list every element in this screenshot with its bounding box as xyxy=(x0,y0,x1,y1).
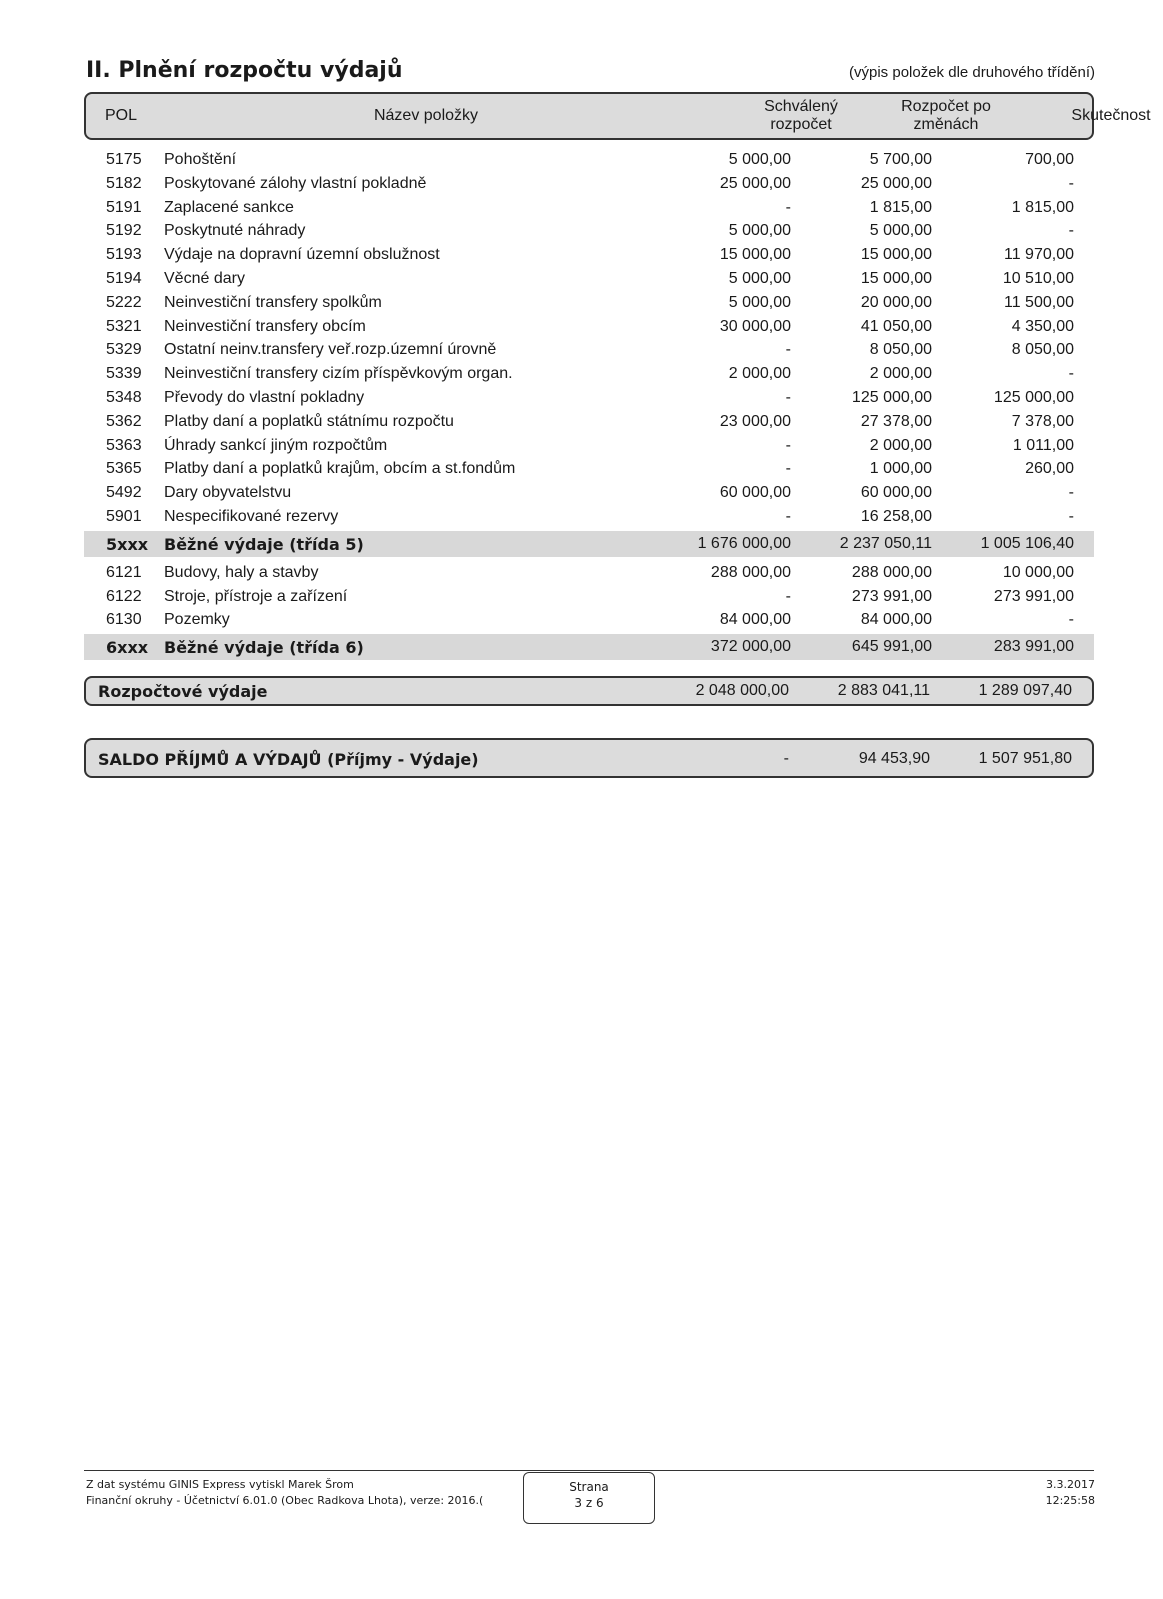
row-schvaleny: - xyxy=(785,507,791,525)
row-skutecnost: 700,00 xyxy=(1025,151,1074,168)
row-pol: 5321 xyxy=(106,317,142,335)
row-name: Pozemky xyxy=(164,611,230,629)
row-skutecnost: - xyxy=(1068,484,1074,502)
footer-line2: Finanční okruhy - Účetnictví 6.01.0 (Obec Radkova Lhota), verze: 2016.( xyxy=(86,1494,484,1507)
row-schvaleny: 30 000,00 xyxy=(719,317,791,335)
sum-row-class5 xyxy=(84,531,1094,557)
page-number-box xyxy=(523,1472,655,1524)
row-skutecnost: 260,00 xyxy=(1025,460,1074,478)
table-row xyxy=(84,196,1094,220)
row-rozpocet-po: 125 000,00 xyxy=(851,388,932,406)
row-pol: 5363 xyxy=(106,436,142,454)
row-name: Neinvestiční transfery obcím xyxy=(164,317,366,335)
row-name: Budovy, haly a stavby xyxy=(164,563,319,581)
row-rozpocet-po: 273 991,00 xyxy=(851,587,932,605)
row-pol: 5222 xyxy=(106,293,142,311)
row-rozpocet-po: 5 700,00 xyxy=(869,151,932,168)
table-row xyxy=(84,267,1094,291)
table-row xyxy=(84,410,1094,434)
row-name: Zaplacené sankce xyxy=(164,198,294,216)
row-name: Úhrady sankcí jiným rozpočtům xyxy=(164,436,388,454)
row-skutecnost: 125 000,00 xyxy=(993,388,1074,406)
saldo-name: SALDO PŘÍJMŮ A VÝDAJŮ (Příjmy - Výdaje) xyxy=(98,750,479,769)
sum5-pol: 5xxx xyxy=(106,534,149,554)
row-pol: 5362 xyxy=(106,412,142,430)
row-schvaleny: 5 000,00 xyxy=(728,293,791,311)
row-rozpocet-po: 60 000,00 xyxy=(860,484,932,502)
table-row xyxy=(84,561,1094,585)
row-schvaleny: - xyxy=(785,436,791,454)
row-pol: 5193 xyxy=(106,246,142,264)
row-rozpocet-po: 2 000,00 xyxy=(869,436,932,454)
row-name: Výdaje na dopravní územní obslužnost xyxy=(164,246,440,264)
table-row xyxy=(84,585,1094,609)
table-row xyxy=(84,481,1094,505)
row-name: Převody do vlastní pokladny xyxy=(164,388,365,406)
row-schvaleny: 5 000,00 xyxy=(728,151,791,168)
row-schvaleny: 5 000,00 xyxy=(728,222,791,240)
row-skutecnost: - xyxy=(1068,174,1074,192)
table-row xyxy=(84,315,1094,339)
class6-rows xyxy=(84,561,1094,632)
row-rozpocet-po: 288 000,00 xyxy=(851,563,932,581)
table-row xyxy=(84,148,1094,172)
row-skutecnost: 7 378,00 xyxy=(1011,412,1074,430)
row-pol: 5182 xyxy=(106,174,142,192)
row-schvaleny: - xyxy=(785,388,791,406)
row-skutecnost: - xyxy=(1068,222,1074,240)
row-name: Neinvestiční transfery cizím příspěvkovým organ. xyxy=(164,365,513,383)
row-pol: 5194 xyxy=(106,269,142,287)
table-row xyxy=(84,505,1094,529)
row-rozpocet-po: 15 000,00 xyxy=(860,246,932,264)
sum5-schvaleny: 1 676 000,00 xyxy=(697,534,791,552)
row-rozpocet-po: 20 000,00 xyxy=(860,293,932,311)
row-skutecnost: 4 350,00 xyxy=(1011,317,1074,335)
table-row xyxy=(84,219,1094,243)
table-row xyxy=(84,608,1094,632)
row-skutecnost: - xyxy=(1068,611,1074,629)
row-rozpocet-po: 25 000,00 xyxy=(860,174,932,192)
table-row xyxy=(84,386,1094,410)
total-schvaleny: 2 048 000,00 xyxy=(695,682,789,699)
header-name: Název položky xyxy=(373,107,479,124)
sum5-skutecnost: 1 005 106,40 xyxy=(980,534,1074,552)
row-name: Ostatní neinv.transfery veř.rozp.územní úrovně xyxy=(164,341,497,359)
row-skutecnost: 1 815,00 xyxy=(1011,198,1074,216)
row-skutecnost: - xyxy=(1068,365,1074,383)
row-rozpocet-po: 1 815,00 xyxy=(869,198,932,216)
row-skutecnost: 8 050,00 xyxy=(1011,341,1074,359)
row-pol: 5191 xyxy=(106,198,142,216)
sum6-rozpocet-po: 645 991,00 xyxy=(851,638,932,656)
row-schvaleny: 15 000,00 xyxy=(719,246,791,264)
row-schvaleny: 25 000,00 xyxy=(719,174,791,192)
row-pol: 5365 xyxy=(106,460,142,478)
row-rozpocet-po: 16 258,00 xyxy=(860,507,932,525)
row-schvaleny: - xyxy=(785,341,791,359)
total-rozpocet-po: 2 883 041,11 xyxy=(837,682,930,699)
row-name: Pohoštění xyxy=(164,151,237,168)
row-skutecnost: 10 510,00 xyxy=(1002,269,1074,287)
row-rozpocet-po: 84 000,00 xyxy=(860,611,932,629)
row-rozpocet-po: 15 000,00 xyxy=(860,269,932,287)
saldo-rozpocet-po: 94 453,90 xyxy=(858,750,930,767)
row-name: Poskytnuté náhrady xyxy=(164,222,306,240)
footer-source xyxy=(86,1477,483,1509)
row-skutecnost: 10 000,00 xyxy=(1002,563,1074,581)
row-name: Poskytované zálohy vlastní pokladně xyxy=(164,174,427,192)
row-pol: 5175 xyxy=(106,151,142,168)
row-skutecnost: - xyxy=(1068,507,1074,525)
table-header xyxy=(84,92,1151,140)
page-label: Strana xyxy=(569,1480,609,1494)
sum5-name: Běžné výdaje (třída 5) xyxy=(164,534,364,554)
table-row xyxy=(84,338,1094,362)
row-pol: 5339 xyxy=(106,365,142,383)
row-rozpocet-po: 27 378,00 xyxy=(860,412,932,430)
sum6-name: Běžné výdaje (třída 6) xyxy=(164,638,364,658)
sum6-schvaleny: 372 000,00 xyxy=(710,638,791,656)
page-subtitle: (výpis položek dle druhového třídění) xyxy=(849,64,1095,81)
sum-row-class6 xyxy=(84,634,1094,660)
row-schvaleny: 5 000,00 xyxy=(728,269,791,287)
row-schvaleny: 84 000,00 xyxy=(719,611,791,629)
row-skutecnost: 1 011,00 xyxy=(1012,436,1074,454)
table-row xyxy=(84,291,1094,315)
row-skutecnost: 273 991,00 xyxy=(993,587,1074,605)
row-schvaleny: 23 000,00 xyxy=(719,412,791,430)
row-schvaleny: 60 000,00 xyxy=(719,484,791,502)
header-rozpocet-po: Rozpočet po změnách xyxy=(901,98,991,133)
class5-rows xyxy=(84,148,1094,529)
header-pol: POL xyxy=(104,107,137,124)
row-name: Neinvestiční transfery spolkům xyxy=(164,293,382,311)
table-row xyxy=(84,457,1094,481)
row-pol: 5192 xyxy=(106,222,142,240)
total-skutecnost: 1 289 097,40 xyxy=(978,682,1072,699)
row-pol: 6121 xyxy=(106,563,142,581)
saldo-schvaleny: - xyxy=(783,750,789,767)
table-row xyxy=(84,362,1094,386)
row-schvaleny: 2 000,00 xyxy=(728,365,791,383)
print-time: 12:25:58 xyxy=(1045,1494,1095,1507)
sum5-rozpocet-po: 2 237 050,11 xyxy=(839,534,932,552)
row-name: Nespecifikované rezervy xyxy=(164,507,339,525)
row-schvaleny: 288 000,00 xyxy=(710,563,791,581)
row-pol: 5901 xyxy=(106,507,142,525)
footer-divider xyxy=(84,1470,1094,1471)
row-schvaleny: - xyxy=(785,587,791,605)
saldo-row xyxy=(84,738,1094,778)
row-name: Stroje, přístroje a zařízení xyxy=(164,587,348,605)
row-schvaleny: - xyxy=(785,460,791,478)
header-skutecnost: Skutečnost xyxy=(1071,107,1151,124)
row-name: Platby daní a poplatků státnímu rozpočtu xyxy=(164,412,454,430)
sum6-skutecnost: 283 991,00 xyxy=(993,638,1074,656)
row-rozpocet-po: 5 000,00 xyxy=(869,222,932,240)
row-rozpocet-po: 8 050,00 xyxy=(869,341,932,359)
row-skutecnost: 11 500,00 xyxy=(1004,293,1074,311)
row-name: Platby daní a poplatků krajům, obcím a st.fondům xyxy=(164,460,516,478)
total-row xyxy=(84,676,1094,706)
row-pol: 6130 xyxy=(106,611,142,629)
total-name: Rozpočtové výdaje xyxy=(98,682,268,701)
row-skutecnost: 11 970,00 xyxy=(1004,246,1074,264)
footer-datetime xyxy=(1046,1477,1095,1509)
sum6-pol: 6xxx xyxy=(106,638,149,658)
row-rozpocet-po: 1 000,00 xyxy=(869,460,932,478)
row-rozpocet-po: 2 000,00 xyxy=(869,365,932,383)
row-schvaleny: - xyxy=(785,198,791,216)
row-rozpocet-po: 41 050,00 xyxy=(860,317,932,335)
row-name: Dary obyvatelstvu xyxy=(164,484,292,502)
table-row xyxy=(84,172,1094,196)
row-pol: 5348 xyxy=(106,388,142,406)
print-date: 3.3.2017 xyxy=(1046,1478,1095,1491)
row-name: Věcné dary xyxy=(164,269,245,287)
expenditure-table xyxy=(84,148,1094,664)
row-pol: 5492 xyxy=(106,484,142,502)
page-title: II. Plnění rozpočtu výdajů xyxy=(86,58,403,83)
saldo-skutecnost: 1 507 951,80 xyxy=(978,750,1072,767)
table-row xyxy=(84,434,1094,458)
row-pol: 6122 xyxy=(106,587,142,605)
page-number: 3 z 6 xyxy=(574,1496,604,1510)
footer-line1: Z dat systému GINIS Express vytiskl Marek Šrom xyxy=(86,1478,354,1491)
header-schvaleny: Schválený rozpočet xyxy=(764,98,838,133)
row-pol: 5329 xyxy=(106,341,142,359)
table-row xyxy=(84,243,1094,267)
